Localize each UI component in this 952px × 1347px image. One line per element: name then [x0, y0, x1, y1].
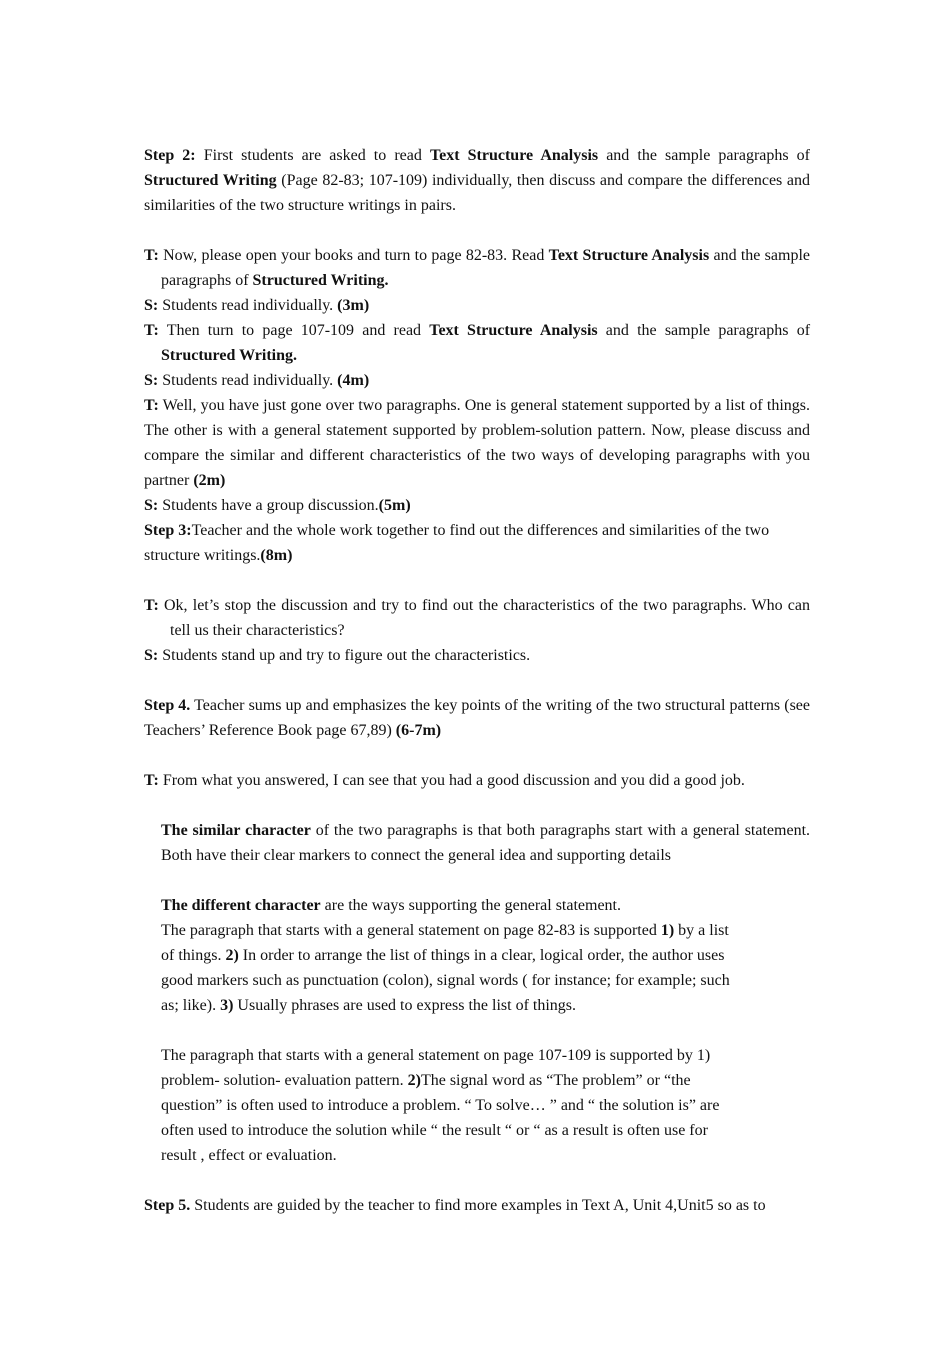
- step-label: Step 5.: [144, 1197, 191, 1214]
- text: and the sample paragraphs of: [598, 147, 811, 164]
- text: In order to arrange the list of things in a clear, logical order, the author uses good markers such as punctuation (colon), signal words ( for instance; for example; such as; like).: [161, 947, 730, 1014]
- text: are the ways supporting the general statement.: [320, 897, 621, 914]
- speaker-label: T:: [144, 322, 159, 339]
- dialog-line-teacher: [144, 393, 810, 493]
- time-label: (2m): [193, 472, 226, 489]
- step-label: Step 2:: [144, 147, 196, 164]
- text: Then turn to page 107-109 and read: [158, 322, 430, 339]
- speaker-label: T:: [144, 247, 159, 264]
- step-3-paragraph: [144, 518, 810, 568]
- bold-term: The similar character: [161, 822, 311, 839]
- time-label: (6-7m): [395, 722, 442, 739]
- step-5-paragraph: [144, 1193, 810, 1218]
- step-2-paragraph: [144, 143, 810, 218]
- text: The paragraph that starts with a general statement on page 107-109 is supported by 1) problem- solution- evaluation pattern.: [161, 1047, 711, 1089]
- text: and the sample paragraphs of: [597, 322, 811, 339]
- text: First students are asked to read: [195, 147, 430, 164]
- text: Now, please open your books and turn to page 82-83. Read: [158, 247, 549, 264]
- list-number: 1): [660, 922, 675, 939]
- text: (Page 82-83; 107-109) individually, then discuss and compare the differences and similarities of the two structure writings in pairs.: [144, 172, 810, 214]
- list-number: 3): [220, 997, 234, 1014]
- text: Teacher sums up and emphasizes the key points of the writing of the two structural patterns (see Teachers’ Reference Book page 67,89): [144, 697, 810, 739]
- dialog-line-teacher: [144, 318, 810, 368]
- time-label: (5m): [378, 497, 411, 514]
- text: Students read individually.: [158, 372, 338, 389]
- time-label: (8m): [260, 547, 293, 564]
- similar-character-paragraph: [161, 818, 810, 868]
- bold-term: Structured Writing.: [161, 347, 298, 364]
- time-label: (4m): [337, 372, 370, 389]
- dialog-line-teacher: [144, 243, 810, 293]
- dialog-line-student: [144, 493, 810, 518]
- text: Teacher and the whole work together to find out the differences and similarities of the two structure writings.: [144, 522, 770, 564]
- speaker-label: T:: [144, 772, 159, 789]
- speaker-label: T:: [144, 397, 159, 414]
- bold-term: Text Structure Analysis: [429, 147, 599, 164]
- step-label: Step 4.: [144, 697, 191, 714]
- text: Usually phrases are used to express the list of things.: [233, 997, 577, 1014]
- speaker-label: S:: [144, 372, 159, 389]
- step-4-paragraph: [144, 693, 810, 743]
- list-number: 2): [407, 1072, 421, 1089]
- text: Students stand up and try to figure out the characteristics.: [158, 647, 531, 664]
- text: Well, you have just gone over two paragraphs. One is general statement supported by a list of things. The other is with a general statement supported by problem-solution pattern. Now, please discuss and compare the similar and different characteristics of the two ways of developing paragraphs with you partner: [144, 397, 810, 489]
- speaker-label: S:: [144, 297, 159, 314]
- dialog-line-student: [144, 293, 810, 318]
- dialog-line-student: [144, 643, 810, 668]
- bold-term: Text Structure Analysis: [548, 247, 710, 264]
- bold-term: Text Structure Analysis: [429, 322, 598, 339]
- text: and the sample paragraphs of: [161, 247, 810, 289]
- text: The signal word as “The problem” or “the question” is often used to introduce a problem. “ To solve… ” and “ the solution is” are often used to introduce the solution while “ the result “ or “ as a result is often use for result , effect or evaluation.: [161, 1072, 720, 1164]
- dialog-line-teacher: [144, 593, 810, 643]
- dialog-line-student: [144, 368, 810, 393]
- text: From what you answered, I can see that you had a good discussion and you did a good job.: [158, 772, 745, 789]
- different-character-paragraph: [161, 893, 810, 918]
- dialog-line-teacher: [144, 768, 810, 793]
- bold-term: Structured Writing.: [252, 272, 389, 289]
- text: of the two paragraphs is that both paragraphs start with a general statement. Both have their clear markers to connect the general idea and supporting details: [161, 822, 811, 864]
- time-label: (3m): [337, 297, 370, 314]
- text: Students have a group discussion.: [158, 497, 379, 514]
- bold-term: The different character: [161, 897, 321, 914]
- text: The paragraph that starts with a general statement on page 82-83 is supported: [161, 922, 661, 939]
- list-pattern-paragraph: [161, 918, 741, 1018]
- text: by a list of things.: [161, 922, 729, 964]
- page-content: [144, 143, 810, 1218]
- bold-term: Structured Writing: [144, 172, 277, 189]
- speaker-label: S:: [144, 647, 159, 664]
- text: Ok, let’s stop the discussion and try to find out the characteristics of the two paragraphs. Who can tell us their characteristics?: [158, 597, 810, 639]
- text: Students read individually.: [158, 297, 338, 314]
- list-number: 2): [225, 947, 239, 964]
- step-label: Step 3:: [144, 522, 192, 539]
- speaker-label: S:: [144, 497, 159, 514]
- text: Students are guided by the teacher to find more examples in Text A, Unit 4,Unit5 so as to: [190, 1197, 766, 1214]
- speaker-label: T:: [144, 597, 159, 614]
- problem-solution-paragraph: [161, 1043, 741, 1168]
